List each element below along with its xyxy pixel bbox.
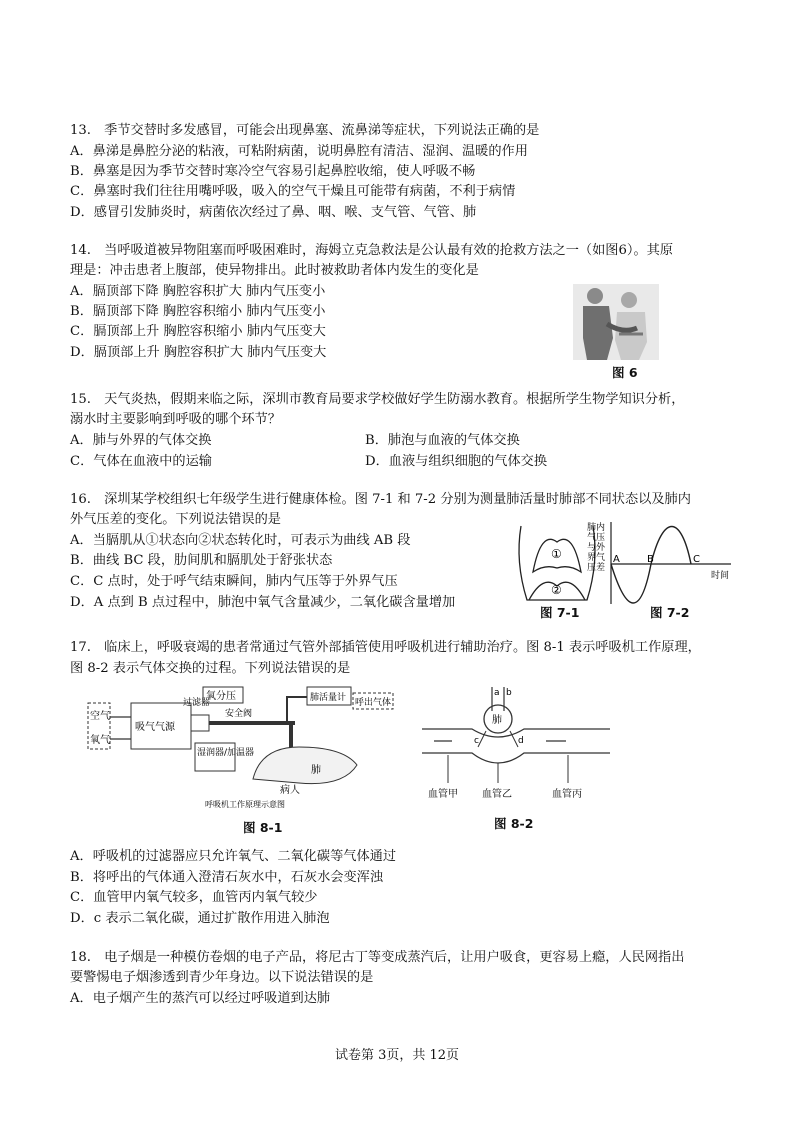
q16-stem-line2: 外气压差的变化。下列说法错误的是: [70, 512, 281, 527]
fig8-2-vessel-1: 血管甲: [428, 789, 458, 800]
q14-option-c[interactable]: C．膈顶部上升 胸腔容积缩小 肺内气压变大: [70, 324, 326, 339]
fig8-2-vessel-2: 血管乙: [482, 789, 512, 800]
q15-option-a[interactable]: A．肺与外界的气体交换: [70, 433, 212, 448]
fig7-1-mark-2: ②: [551, 583, 562, 597]
fig7-2-ylabel-4: 界气: [587, 553, 606, 563]
fig7-2-ylabel-2: 气压: [587, 533, 606, 543]
fig8-2-caption: 图 8-2: [494, 816, 534, 831]
fig8-1-ventilator-diagram: [85, 683, 395, 811]
fig8-1-air: 空气: [90, 711, 110, 722]
q15-stem-line2: 溺水时主要影响到呼吸的哪个环节？: [70, 412, 281, 427]
heimlich-figure: [573, 284, 659, 360]
q15-stem-line1: 15. 天气炎热，假期来临之际，深圳市教育局要求学校做好学生防溺水教育。根据所学生物学知识分析，: [70, 392, 685, 407]
fig8-1-caption: 图 8-1: [243, 820, 283, 835]
fig8-2-a: a: [494, 688, 500, 698]
fig7-2-point-b: B: [647, 554, 654, 565]
fig8-1-oxygen: 氧气: [90, 735, 110, 746]
fig7-2-point-c: C: [693, 554, 700, 565]
q16-option-d[interactable]: D．A 点到 B 点过程中，肺泡中氧气含量减少，二氧化碳含量增加: [70, 595, 456, 610]
q16-option-b[interactable]: B．曲线 BC 段，肋间肌和膈肌处于舒张状态: [70, 553, 333, 568]
fig8-1-monitor: 肺活量计: [310, 693, 347, 703]
fig6-caption: 图 6: [612, 365, 638, 380]
q15-option-c[interactable]: C．气体在血液中的运输: [70, 454, 212, 469]
q17-option-c[interactable]: C．血管甲内氧气较多，血管丙内氧气较少: [70, 890, 318, 905]
q17-option-d[interactable]: D．c 表示二氧化碳，通过扩散作用进入肺泡: [70, 911, 330, 926]
q16-option-c[interactable]: C．C 点时，处于呼气结束瞬间，肺内气压等于外界气压: [70, 574, 398, 589]
fig7-2-point-a: A: [613, 554, 620, 565]
fig8-2-vessel-3: 血管丙: [552, 789, 582, 800]
fig8-2-b: b: [506, 688, 512, 698]
fig7-2-xlabel: 时间: [711, 571, 730, 581]
fig8-1-lung: 肺: [311, 765, 321, 776]
q17-option-a[interactable]: A．呼吸机的过滤器应只允许氧气、二氧化碳等气体通过: [70, 849, 397, 864]
q15-option-d[interactable]: D．血液与组织细胞的气体交换: [365, 454, 548, 469]
q13-option-b[interactable]: B．鼻塞是因为季节交替时寒冷空气容易引起鼻腔收缩，使人呼吸不畅: [70, 164, 476, 179]
q15-option-b[interactable]: B．肺泡与血液的气体交换: [365, 433, 520, 448]
fig8-1-o2pressure: 氧分压: [206, 691, 236, 702]
q18-stem-line1: 18. 电子烟是一种模仿卷烟的电子产品，将尼古丁等变成蒸汽后，让用户吸食，更容易上瘾，人民网指出: [70, 950, 685, 965]
q14-option-d[interactable]: D．膈顶部上升 胸腔容积扩大 肺内气压变大: [70, 345, 327, 360]
fig8-1-source: 吸气气源: [135, 722, 175, 733]
q13-option-c[interactable]: C．鼻塞时我们往往用嘴呼吸，吸入的空气干燥且可能带有病菌，不利于病情: [70, 184, 516, 199]
q18-option-a[interactable]: A．电子烟产生的蒸汽可以经过呼吸道到达肺: [70, 991, 331, 1006]
fig8-1-humidifier: 湿润器/加温器: [197, 748, 255, 758]
q14-option-b[interactable]: B．膈顶部下降 胸腔容积缩小 肺内气压变小: [70, 304, 326, 319]
q16-option-a[interactable]: A．当膈肌从①状态向②状态转化时，可表示为曲线 AB 段: [70, 533, 411, 548]
fig8-1-exhale: 呼出气体: [355, 698, 392, 708]
fig7-2-ylabel-3: 与外: [587, 543, 606, 553]
fig8-1-title: 呼吸机工作原理示意图: [205, 800, 285, 809]
q13-option-a[interactable]: A．鼻涕是鼻腔分泌的粘液，可粘附病菌，说明鼻腔有清洁、湿润、温暖的作用: [70, 144, 528, 159]
q16-stem-line1: 16. 深圳某学校组织七年级学生进行健康体检。图 7-1 和 7-2 分别为测量肺活量时肺部不同状态以及肺内: [70, 492, 691, 507]
q18-stem-line2: 要警惕电子烟渗透到青少年身边。以下说法错误的是: [70, 970, 374, 985]
fig7-1-caption: 图 7-1: [540, 605, 580, 620]
q13-option-d[interactable]: D．感冒引发肺炎时，病菌依次经过了鼻、咽、喉、支气管、气管、肺: [70, 205, 477, 220]
q17-stem-line1: 17. 临床上，呼吸衰竭的患者常通过气管外部插管使用呼吸机进行辅助治疗。图 8-1 表示呼吸机工作原理，: [70, 640, 701, 655]
fig7-2-ylabel-1: 肺内: [587, 523, 606, 533]
q17-stem-line2: 图 8-2 表示气体交换的过程。下列说法错误的是: [70, 661, 351, 676]
fig7-2-caption: 图 7-2: [650, 605, 690, 620]
fig7-2-chart: [585, 520, 735, 606]
fig8-1-patient: 病人: [280, 785, 300, 796]
q14-option-a[interactable]: A．膈顶部下降 胸腔容积扩大 肺内气压变小: [70, 284, 326, 299]
fig8-1-valve: 安全阀: [225, 709, 253, 719]
fig7-1-mark-1: ①: [551, 547, 562, 561]
fig8-2-gas-exchange-diagram: [420, 683, 620, 803]
fig7-2-ylabel-5: 压差: [587, 563, 606, 573]
q14-stem-line1: 14. 当呼吸道被异物阻塞而呼吸困难时，海姆立克急救法是公认最有效的抢救方法之一（如图6）。其原: [70, 243, 674, 258]
fig8-1-filter: 过滤器: [183, 698, 211, 708]
fig8-2-d: d: [518, 736, 524, 746]
page-footer: 试卷第 3页，共 12页: [334, 1048, 460, 1063]
fig8-2-c: c: [474, 736, 479, 746]
q17-option-b[interactable]: B．将呼出的气体通入澄清石灰水中，石灰水会变浑浊: [70, 870, 384, 885]
q13-stem: 13. 季节交替时多发感冒，可能会出现鼻塞、流鼻涕等症状，下列说法正确的是: [70, 123, 540, 138]
q14-stem-line2: 理是：冲击患者上腹部，使异物排出。此时被救助者体内发生的变化是: [70, 263, 479, 278]
fig8-2-lung: 肺: [492, 715, 502, 726]
